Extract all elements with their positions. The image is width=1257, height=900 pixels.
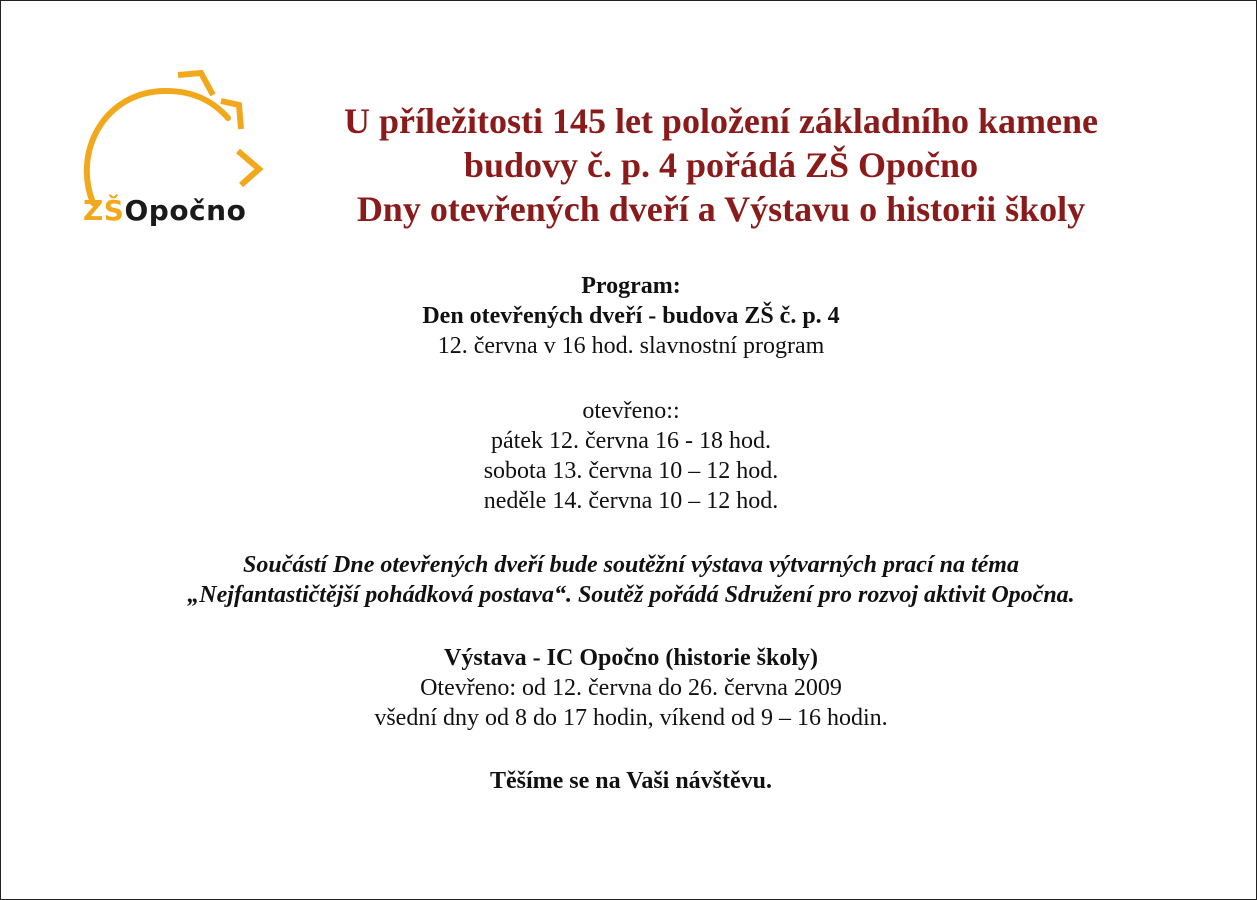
program-ceremony: 12. června v 16 hod. slavnostní program — [437, 333, 825, 359]
logo-zs: ZŠ — [83, 194, 125, 227]
logo-town: Opočno — [124, 194, 247, 227]
program-section — [131, 271, 1131, 361]
open-day-item: sobota 13. června 10 – 12 hod. — [483, 458, 779, 484]
sun-ray-3 — [238, 151, 259, 185]
closing-line: Těšíme se na Vaši návštěvu. — [489, 768, 773, 794]
program-subheading: Den otevřených dveří - budova ZŠ č. p. 4 — [422, 303, 840, 329]
open-day-item: pátek 12. června 16 - 18 hod. — [491, 428, 771, 454]
sun-arc — [87, 91, 228, 203]
contest-line-2: „Nejfantastičtější pohádková postava“. Soutěž pořádá Sdružení pro rozvoj aktivit Opočna. — [187, 582, 1075, 608]
open-day-item: neděle 14. června 10 – 12 hod. — [483, 488, 779, 514]
open-hours-section — [131, 396, 1131, 516]
program-heading: Program: — [581, 273, 681, 299]
contest-section — [131, 550, 1131, 610]
contest-line-1: Součástí Dne otevřených dveří bude soutěžní výstava výtvarných prací na téma — [243, 552, 1019, 578]
title-line-2: budovy č. p. 4 pořádá ZŠ Opočno — [463, 145, 979, 185]
exhibition-section — [131, 643, 1131, 733]
school-logo-text — [83, 194, 247, 227]
exhibition-hours: všední dny od 8 do 17 hodin, víkend od 9 – 16 hodin. — [374, 705, 888, 731]
page-title — [291, 99, 1151, 231]
exhibition-dates: Otevřeno: od 12. června do 26. června 2009 — [420, 675, 842, 701]
title-line-1: U příležitosti 145 let položení základního kamene — [344, 101, 1098, 141]
open-hours-label: otevřeno:: — [582, 398, 680, 424]
title-line-3: Dny otevřených dveří a Výstavu o historii školy — [356, 189, 1086, 229]
exhibition-heading: Výstava - IC Opočno (historie školy) — [443, 645, 818, 671]
